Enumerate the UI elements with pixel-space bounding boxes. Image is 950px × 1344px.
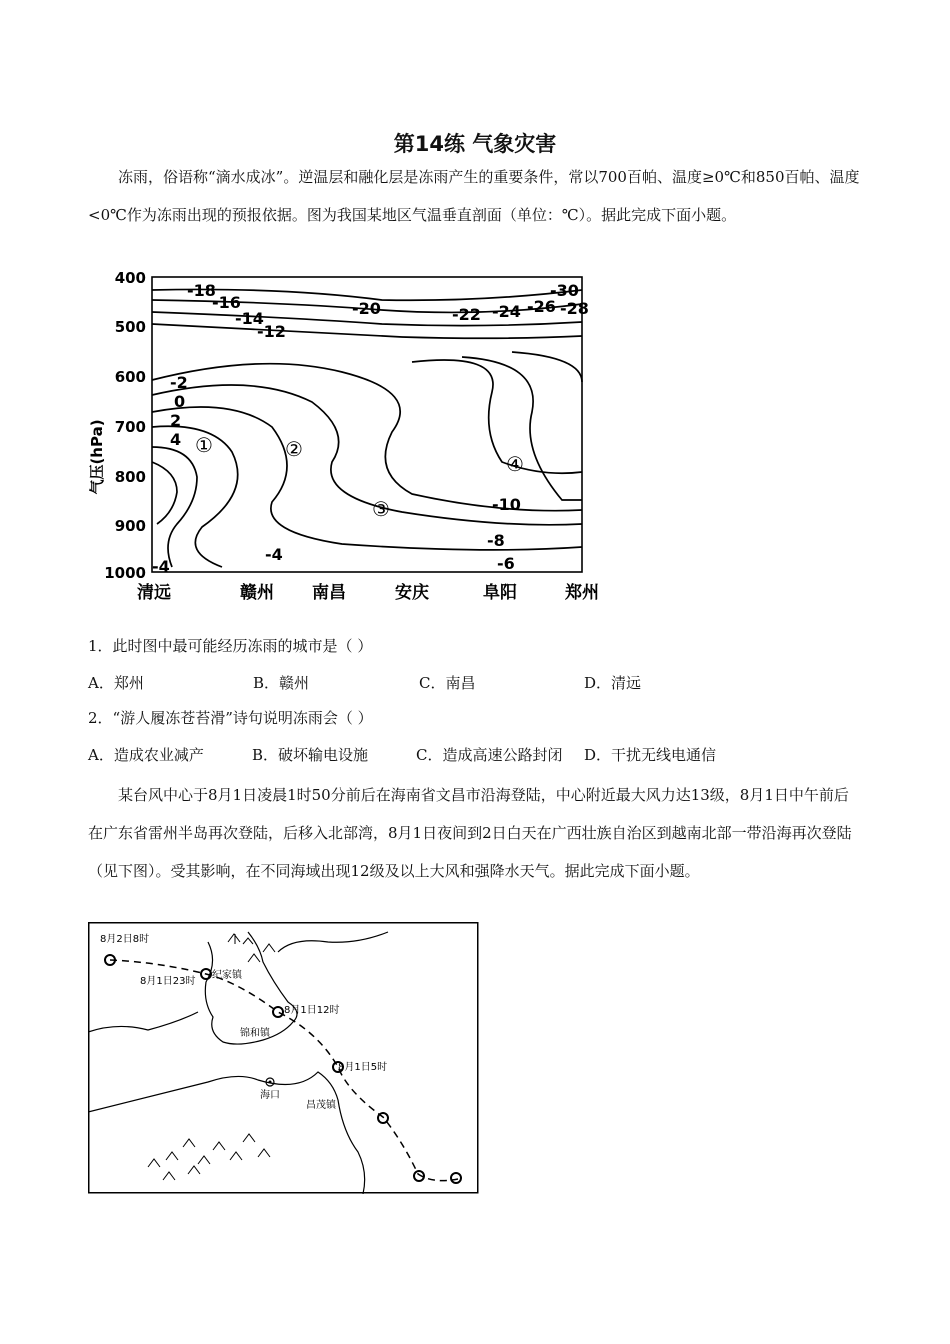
intro-paragraph-1: 冻雨，俗语称“滴水成冰”。逆温层和融化层是冻雨产生的重要条件，常以700百帕、温度≥0℃和850百帕、温度<0℃作为冻雨出现的预报依据。图为我国某地区气温垂直剖面（单位：℃）。据此完成下面小题。: [88, 168, 860, 224]
q2-option-c: C．造成高速公路封闭: [416, 746, 563, 764]
isoline-label: -14: [235, 309, 264, 328]
q1-option-a: A．郑州: [88, 674, 144, 692]
city-label: 郑州: [565, 583, 599, 603]
map-label: 8月2日8时: [100, 934, 150, 945]
q2-option-d: D．干扰无线电通信: [584, 746, 717, 764]
isoline-label: -18: [187, 281, 216, 300]
map-label: 锦和镇: [240, 1028, 270, 1039]
isoline-label: -4: [265, 545, 283, 564]
city-label: 清远: [137, 583, 171, 603]
isoline-label: -8: [487, 531, 505, 550]
typhoon-track-map: [88, 922, 479, 1194]
ytick: 1000: [104, 564, 146, 582]
isoline-label: -30: [550, 281, 579, 300]
isoline-label: -6: [497, 554, 515, 573]
isoline-label: -22: [452, 305, 481, 324]
city-label: 赣州: [240, 583, 274, 603]
region-marker: ③: [372, 497, 390, 521]
isoline-label: -20: [352, 299, 381, 318]
temperature-profile-chart: [82, 262, 612, 607]
q2-option-b: B．破坏输电设施: [252, 746, 369, 764]
question-1-stem: 1．此时图中最可能经历冻雨的城市是（ ）: [88, 637, 373, 655]
q2-option-a: A．造成农业减产: [88, 746, 204, 764]
isoline-label: -4: [152, 557, 170, 576]
ytick: 400: [114, 269, 146, 287]
map-label: 昌茂镇: [306, 1100, 336, 1111]
question-2-stem: 2．“游人履冻苍苔滑”诗句说明冻雨会（ ）: [88, 709, 373, 727]
page-title: 第14练 气象灾害: [393, 132, 557, 156]
region-marker: ④: [506, 452, 524, 476]
isoline-label: -12: [257, 322, 286, 341]
map-label: 8月1日5时: [338, 1062, 388, 1073]
map-label: 海口: [260, 1090, 280, 1101]
isoline-label: -16: [212, 293, 241, 312]
ytick: 800: [114, 468, 146, 486]
q1-option-d: D．清远: [584, 674, 642, 692]
city-label: 南昌: [312, 583, 346, 603]
region-marker: ②: [285, 437, 303, 461]
isoline-label: 0: [174, 392, 186, 411]
map-label: 8月1日23时: [140, 976, 196, 987]
isoline-label: -2: [170, 373, 188, 392]
isoline-label: -24: [492, 302, 521, 321]
y-axis-label: 气压(hPa): [88, 419, 106, 495]
isoline-label: -10: [492, 495, 521, 514]
q1-option-b: B．赣州: [253, 674, 310, 692]
ytick: 900: [114, 517, 146, 535]
isoline-label: 4: [170, 430, 182, 449]
ytick: 500: [114, 318, 146, 336]
isoline-label: -28: [560, 299, 589, 318]
city-label: 安庆: [395, 583, 429, 603]
ytick: 600: [114, 368, 146, 386]
isoline-label: 2: [170, 411, 182, 430]
ytick: 700: [114, 418, 146, 436]
map-label: 8月1日12时: [284, 1005, 340, 1016]
region-marker: ①: [195, 433, 213, 457]
q1-option-c: C．南昌: [419, 674, 476, 692]
intro-paragraph-2: 某台风中心于8月1日凌晨1时50分前后在海南省文昌市沿海登陆，中心附近最大风力达13级，8月1日中午前后在广东省雷州半岛再次登陆，后移入北部湾，8月1日夜间到2日白天在广西壮族自治区到越南北部一带沿海再次登陆（见下图）。受其影响，在不同海域出现12级及以上大风和强降水天气。据此完成下面小题。: [88, 786, 852, 880]
isoline-label: -26: [527, 297, 556, 316]
city-label: 阜阳: [483, 583, 517, 603]
map-label: 纪家镇: [212, 970, 242, 981]
